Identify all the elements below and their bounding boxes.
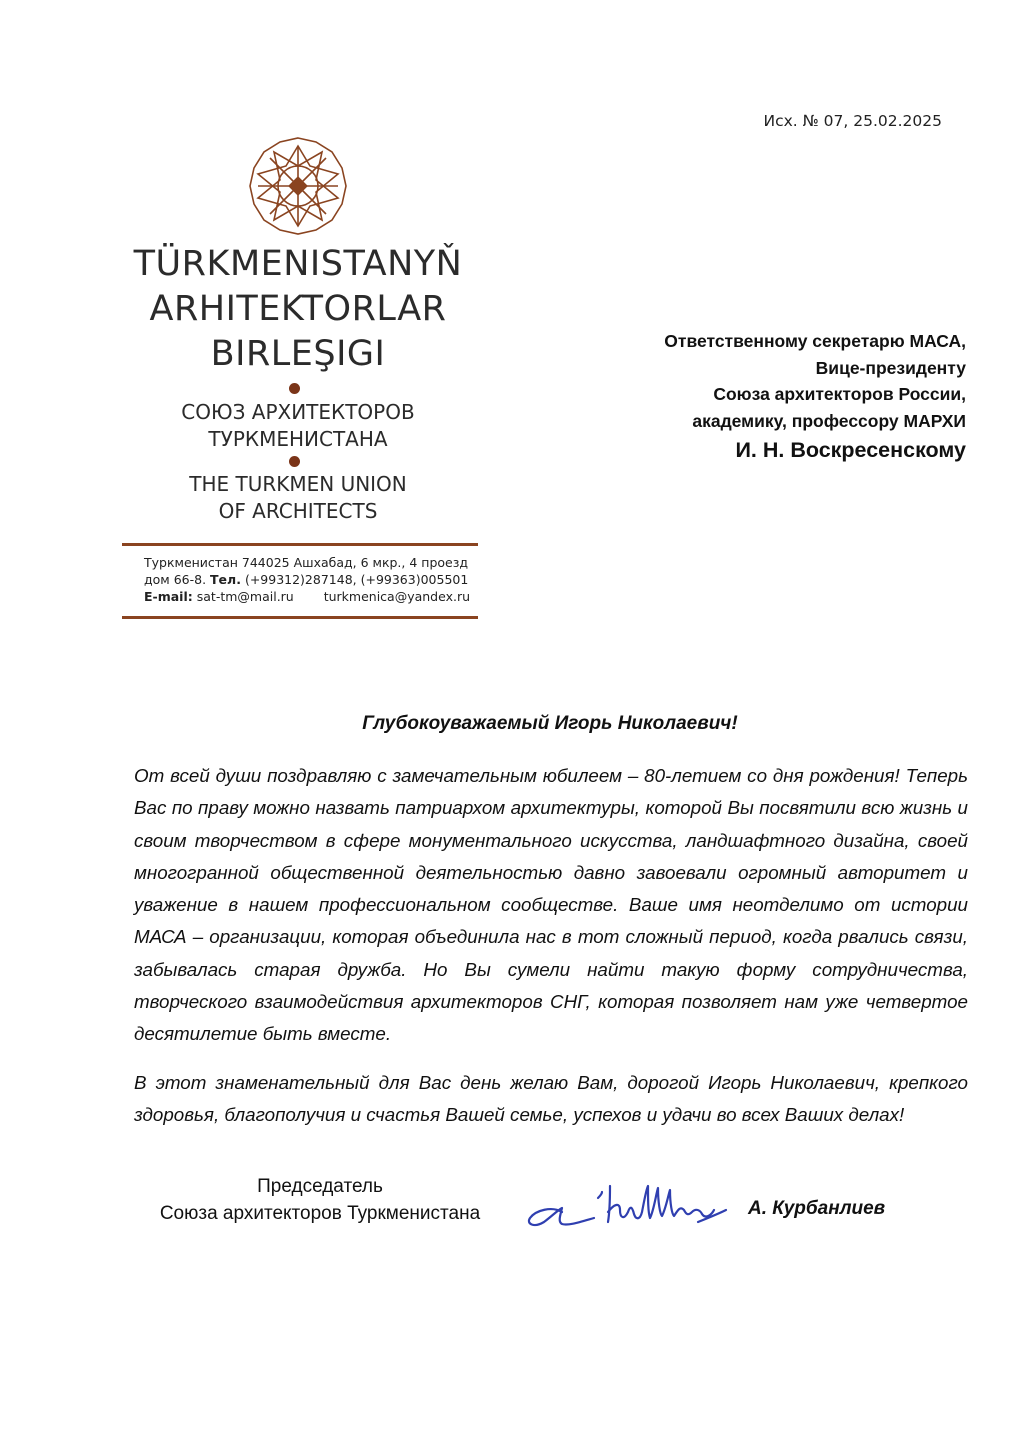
email-line	[144, 588, 474, 605]
address-line: Туркменистан 744025 Ашхабад, 6 мкр., 4 проезд	[144, 555, 469, 570]
addressee-line: Вице-президенту	[815, 357, 966, 378]
signatory-title	[150, 1173, 490, 1227]
addressee-name: И. Н. Воскресенскому	[735, 438, 966, 462]
phone-numbers: (+99312)287148, (+99363)005501	[244, 572, 469, 587]
separator-dot	[289, 383, 300, 394]
signatory-name: А. Курбанлиев	[748, 1198, 886, 1219]
org-name-tk	[118, 242, 478, 377]
org-name-ru	[118, 399, 478, 453]
letter-body	[134, 760, 968, 1147]
org-name-line: OF ARCHITECTS	[218, 499, 378, 523]
phone-label: Тел.	[210, 572, 241, 587]
contact-block	[144, 554, 474, 605]
addressee-line: Союза архитекторов России,	[713, 384, 966, 404]
org-name-line: BIRLEŞIGI	[210, 334, 386, 374]
separator-dot	[289, 456, 300, 467]
reference-number: Исх. № 07, 25.02.2025	[763, 112, 942, 130]
letterhead-top-rule	[122, 543, 478, 546]
email-secondary: turkmenica@yandex.ru	[323, 589, 471, 604]
salutation: Глубокоуважаемый Игорь Николаевич!	[362, 713, 738, 734]
addressee-line: академику, профессору МАРХИ	[692, 410, 966, 431]
org-name-en	[118, 471, 478, 525]
handwritten-signature-icon	[522, 1166, 742, 1236]
org-name-line: ТУРКМЕНИСТАНА	[208, 427, 388, 451]
body-paragraph: В этот знаменательный для Вас день желаю Вам, дорогой Игорь Николаевич, крепкого здоровья, благополучия и счастья Вашей семье, успехов и удачи во всех Ваших делах!	[134, 1071, 968, 1125]
signatory-position: Председатель	[257, 1176, 383, 1197]
org-name-line: ARHITEKTORLAR	[149, 289, 447, 329]
org-name-line: СОЮЗ АРХИТЕКТОРОВ	[181, 400, 415, 424]
architects-union-emblem-icon	[248, 136, 348, 236]
org-name-line: TÜRKMENISTANYŇ	[133, 244, 463, 284]
body-paragraph: От всей души поздравляю с замечательным юбилеем – 80-летием со дня рождения! Теперь Вас по праву можно назвать патриархом архитектуры, которой Вы посвятили всю жизнь и своим творчеством в сфере монументального искусства, ландшафтного дизайна, своей многогранной общественной деятельностью давно завоевали огромный авторитет и уважение в нашем профессиональном сообществе. Ваше имя неотделимо от истории МАСА – организации, которая объединила нас в тот сложный период, когда рвались связи, забывалась старая дружба. Но Вы сумели найти такую форму сотрудничества, творческого взаимодействия архитекторов СНГ, которая позволяет нам уже четвертое десятилетие быть вместе.	[134, 765, 968, 1045]
org-name-line: THE TURKMEN UNION	[189, 472, 407, 496]
addressee-block	[664, 328, 966, 466]
email-primary: sat-tm@mail.ru	[196, 589, 294, 604]
address-phone-line	[144, 571, 474, 588]
addressee-line: Ответственному секретарю МАСА,	[664, 331, 966, 351]
letterhead-bottom-rule	[122, 616, 478, 619]
email-label: E-mail:	[144, 589, 193, 604]
signatory-organization: Союза архитекторов Туркменистана	[159, 1203, 481, 1224]
address-house: дом 66-8.	[144, 572, 207, 587]
